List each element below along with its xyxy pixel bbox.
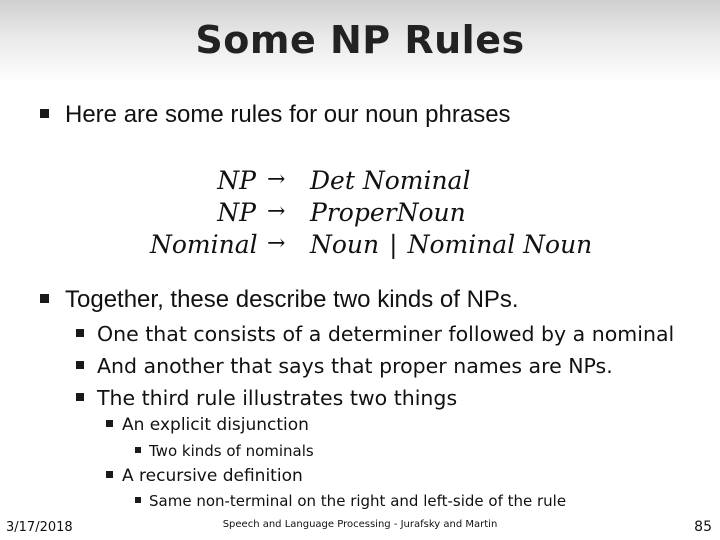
sub-sub-bullet-disjunction	[106, 415, 309, 435]
sub-bullet-proper-names	[76, 354, 613, 378]
square-bullet-icon	[106, 420, 113, 427]
bullet-text: Same non-terminal on the right and left-side of the rule	[149, 492, 567, 510]
page-number: 85	[694, 519, 712, 535]
bullet-text: A recursive definition	[122, 466, 303, 486]
disjunction-bar: |	[389, 230, 398, 259]
bullet-text: An explicit disjunction	[122, 415, 309, 435]
square-bullet-icon	[76, 361, 84, 369]
bullet-text: Two kinds of nominals	[149, 442, 314, 460]
footer-credit: Speech and Language Processing - Jurafsky and Martin	[222, 519, 498, 530]
square-bullet-icon	[40, 294, 49, 303]
square-bullet-icon	[106, 471, 113, 478]
rule-rhs-option: Noun	[310, 230, 380, 259]
square-bullet-icon	[76, 393, 84, 401]
arrow-icon: →	[267, 167, 286, 192]
footer-date: 3/17/2018	[6, 520, 73, 535]
square-bullet-icon	[40, 109, 49, 118]
rule-lhs: Nominal	[150, 230, 258, 259]
sub-bullet-third-rule	[76, 386, 457, 410]
level4-bullet-non-terminal	[135, 492, 566, 510]
bullet-text: The third rule illustrates two things	[97, 386, 458, 410]
square-bullet-icon	[76, 329, 84, 337]
bullet-text: Together, these describe two kinds of NPs.	[65, 286, 519, 313]
bullet-rules-intro	[40, 101, 511, 129]
slide-title: Some NP Rules	[195, 18, 525, 62]
bullet-text: Here are some rules for our noun phrases	[65, 101, 511, 128]
rule-lhs: NP	[217, 166, 256, 195]
arrow-icon: →	[267, 231, 286, 256]
bullet-text: One that consists of a determiner followed by a nominal	[97, 322, 675, 346]
rule-rhs: ProperNoun	[310, 198, 466, 227]
bullet-two-kinds	[40, 286, 519, 314]
square-bullet-icon	[135, 447, 141, 453]
bullet-text: And another that says that proper names are NPs.	[97, 354, 613, 378]
sub-sub-bullet-recursive	[106, 466, 303, 486]
rule-rhs-option: Nominal Noun	[407, 230, 593, 259]
rule-rhs: Det Nominal	[310, 166, 471, 195]
rule-rhs	[310, 230, 592, 259]
level4-bullet-nominals	[135, 442, 314, 460]
rule-lhs: NP	[217, 198, 256, 227]
arrow-icon: →	[267, 199, 286, 224]
square-bullet-icon	[135, 497, 141, 503]
sub-bullet-determiner	[76, 322, 674, 346]
